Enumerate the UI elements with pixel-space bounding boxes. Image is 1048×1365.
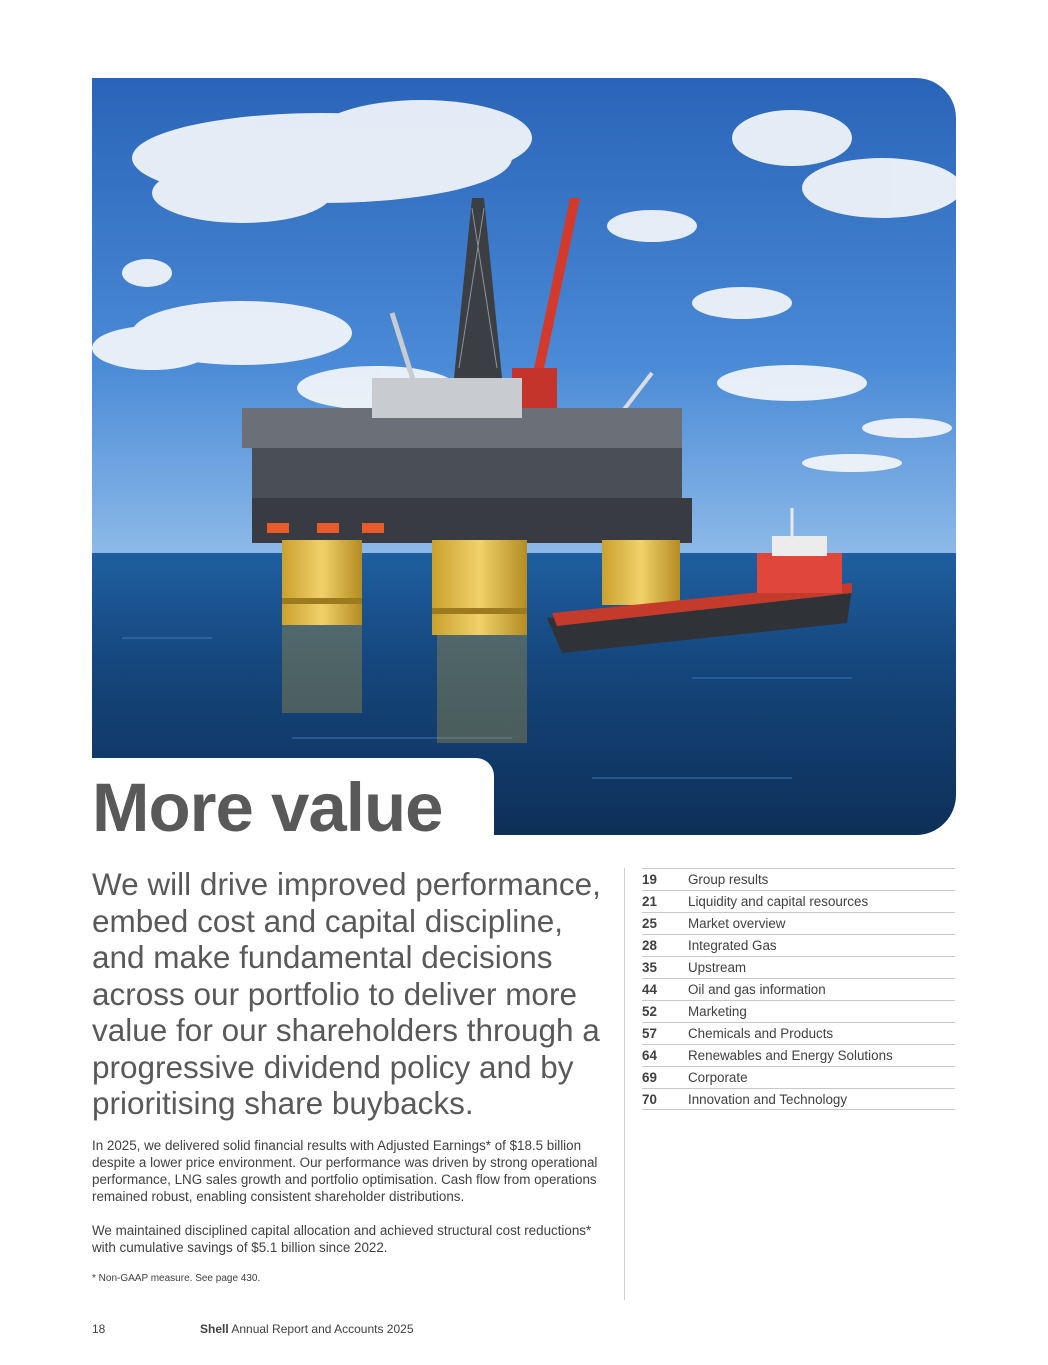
toc-label: Liquidity and capital resources [688,894,869,909]
report-name: Annual Report and Accounts 2025 [231,1322,414,1336]
paragraph-1: In 2025, we delivered solid financial results with Adjusted Earnings* of $18.5 billion despite a lower price environment. Our performance was driven by strong operational performance, LNG sales growth and portfolio optimisation. Cash flow from operations remained robust, enabling consistent shareholder distributions. [92,1138,598,1204]
page-title: More value [92,769,443,846]
toc-item-corporate[interactable] [642,1066,955,1088]
toc-label: Marketing [688,1004,747,1019]
toc-label: Oil and gas information [688,982,826,997]
offshore-platform-photo [92,78,956,835]
toc-item-upstream[interactable] [642,956,955,978]
toc-page-number: 64 [642,1048,657,1063]
lead-statement: We will drive improved performance, embed cost and capital discipline, and make fundamental decisions across our portfolio to deliver more value for our shareholders through a progressive dividend policy and by prioritising share buybacks. [92,866,601,1121]
page-number: 18 [92,1322,106,1336]
toc-label: Chemicals and Products [688,1026,834,1041]
toc-item-integrated-gas[interactable] [642,934,955,956]
toc-page-number: 21 [642,894,657,909]
toc-item-innovation[interactable] [642,1088,955,1110]
toc-item-liquidity[interactable] [642,890,955,912]
toc-label: Renewables and Energy Solutions [688,1048,893,1063]
table-of-contents [642,868,955,1110]
toc-page-number: 69 [642,1070,657,1085]
toc-page-number: 57 [642,1026,657,1041]
toc-label: Innovation and Technology [688,1091,848,1107]
brand-name: Shell [200,1322,229,1336]
toc-item-group-results[interactable] [642,868,955,890]
paragraph-2: We maintained disciplined capital allocation and achieved structural cost reductions* with cumulative savings of $5.1 billion since 2022. [92,1223,592,1255]
toc-page-number: 70 [642,1091,657,1107]
toc-page-number: 19 [642,872,657,887]
toc-item-renewables[interactable] [642,1044,955,1066]
toc-label: Integrated Gas [688,938,777,953]
toc-label: Upstream [688,960,747,975]
toc-item-oil-gas-information[interactable] [642,978,955,1000]
footer-title [200,1322,414,1336]
column-divider [624,868,625,1300]
toc-page-number: 52 [642,1004,657,1019]
toc-page-number: 28 [642,938,657,953]
toc-page-number: 44 [642,982,657,997]
toc-item-market-overview[interactable] [642,912,955,934]
toc-item-chemicals-products[interactable] [642,1022,955,1044]
toc-item-marketing[interactable] [642,1000,955,1022]
body-text [92,1137,612,1273]
toc-page-number: 25 [642,916,657,931]
hero-image [92,78,956,835]
toc-label: Group results [688,872,769,887]
toc-label: Corporate [688,1070,748,1085]
toc-label: Market overview [688,916,786,931]
toc-page-number: 35 [642,960,657,975]
footnote: * Non-GAAP measure. See page 430. [92,1273,261,1284]
